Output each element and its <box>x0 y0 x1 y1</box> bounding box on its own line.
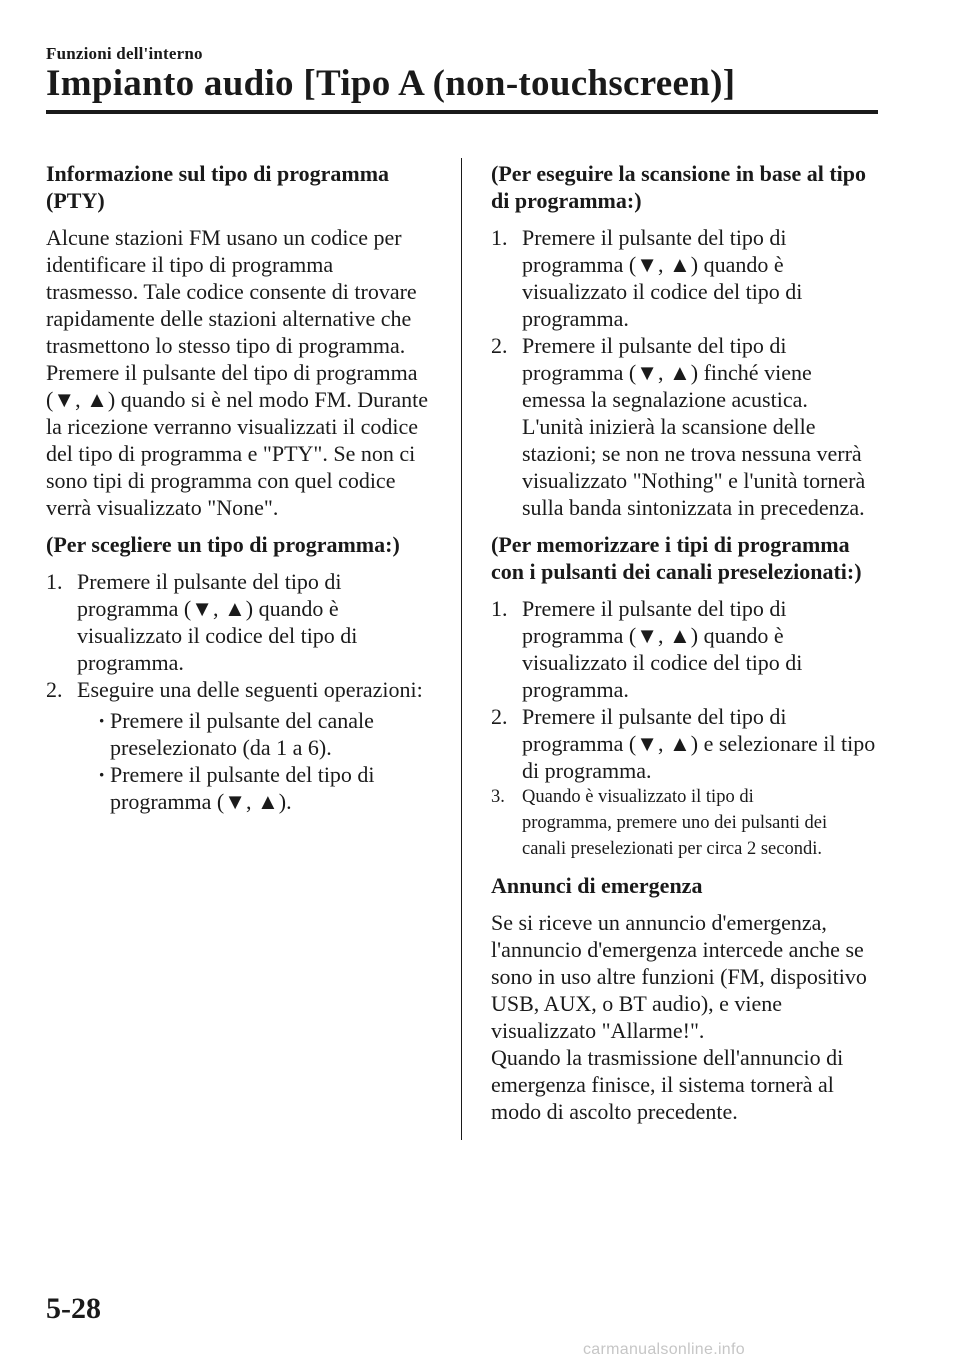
pty-heading: Informazione sul tipo di programma (PTY) <box>46 161 390 213</box>
pty-intro-paragraph: Alcune stazioni FM usano un codice per identificare il tipo di programma trasmesso. Tale codice consente di trovare rapidamente delle stazioni alternative che trasmettono lo stesso tipo di programma. Premere il pulsante del tipo di programma (▼, ▲) quando si è nel modo FM. Durante la ricezione verranno visualizzati il codice del tipo di programma e "PTY". Se non ci sono tipi di programma con quel codice verrà visualizzato "None". <box>46 225 429 520</box>
right-column <box>491 160 891 1135</box>
memorize-heading: (Per memorizzare i tipi di programma con i pulsanti dei canali preselezionati:) <box>491 532 862 584</box>
bullet-item: · Premere il pulsante del canale preselezionato (da 1 a 6). <box>98 708 374 760</box>
left-column <box>46 160 446 815</box>
select-bullet-list <box>98 707 446 815</box>
memorize-step-2: 2. Premere il pulsante del tipo di programma (▼, ▲) e selezionare il tipo di programma. <box>491 704 876 783</box>
select-pty-heading: (Per scegliere un tipo di programma:) <box>46 532 400 557</box>
column-divider <box>461 158 462 1140</box>
bullet-item: · Premere il pulsante del tipo di programma (▼, ▲). <box>98 762 375 814</box>
section-label: Funzioni dell'interno <box>46 44 203 63</box>
memorize-step-1: 1. Premere il pulsante del tipo di programma (▼, ▲) quando è visualizzato il codice del tipo di programma. <box>491 596 803 702</box>
scan-step-2: 2. Premere il pulsante del tipo di programma (▼, ▲) finché viene emessa la segnalazione acustica. L'unità inizierà la scansione delle stazioni; se non ne trova nessuna verrà visualizzato "Nothing" e l'unità tornerà sulla banda sintonizzata in precedenza. <box>491 333 866 520</box>
page-title: Impianto audio [Tipo A (non-touchscreen)] <box>46 63 736 104</box>
scan-step-1: 1. Premere il pulsante del tipo di programma (▼, ▲) quando è visualizzato il codice del tipo di programma. <box>491 225 803 331</box>
emergency-paragraph: Se si riceve un annuncio d'emergenza, l'annuncio d'emergenza intercede anche se sono in uso altre funzioni (FM, dispositivo USB, AUX, o BT audio), e viene visualizzato "Allarme!". Quando la trasmissione dell'annuncio di emergenza finisce, il sistema tornerà al modo di ascolto precedente. <box>491 910 867 1124</box>
memorize-step-3: 3. Quando è visualizzato il tipo di programma, premere uno dei pulsanti dei canali preselezionati per circa 2 secondi. <box>491 787 828 859</box>
watermark: carmanualsonline.info <box>583 1341 745 1358</box>
select-step-2: 2. Eseguire una delle seguenti operazioni: <box>46 677 423 702</box>
select-step-1: 1. Premere il pulsante del tipo di programma (▼, ▲) quando è visualizzato il codice del tipo di programma. <box>46 569 358 675</box>
scan-heading: (Per eseguire la scansione in base al tipo di programma:) <box>491 161 867 213</box>
title-rule <box>46 110 878 114</box>
emergency-heading: Annunci di emergenza <box>491 873 703 898</box>
page-number: 5-28 <box>46 1292 101 1325</box>
